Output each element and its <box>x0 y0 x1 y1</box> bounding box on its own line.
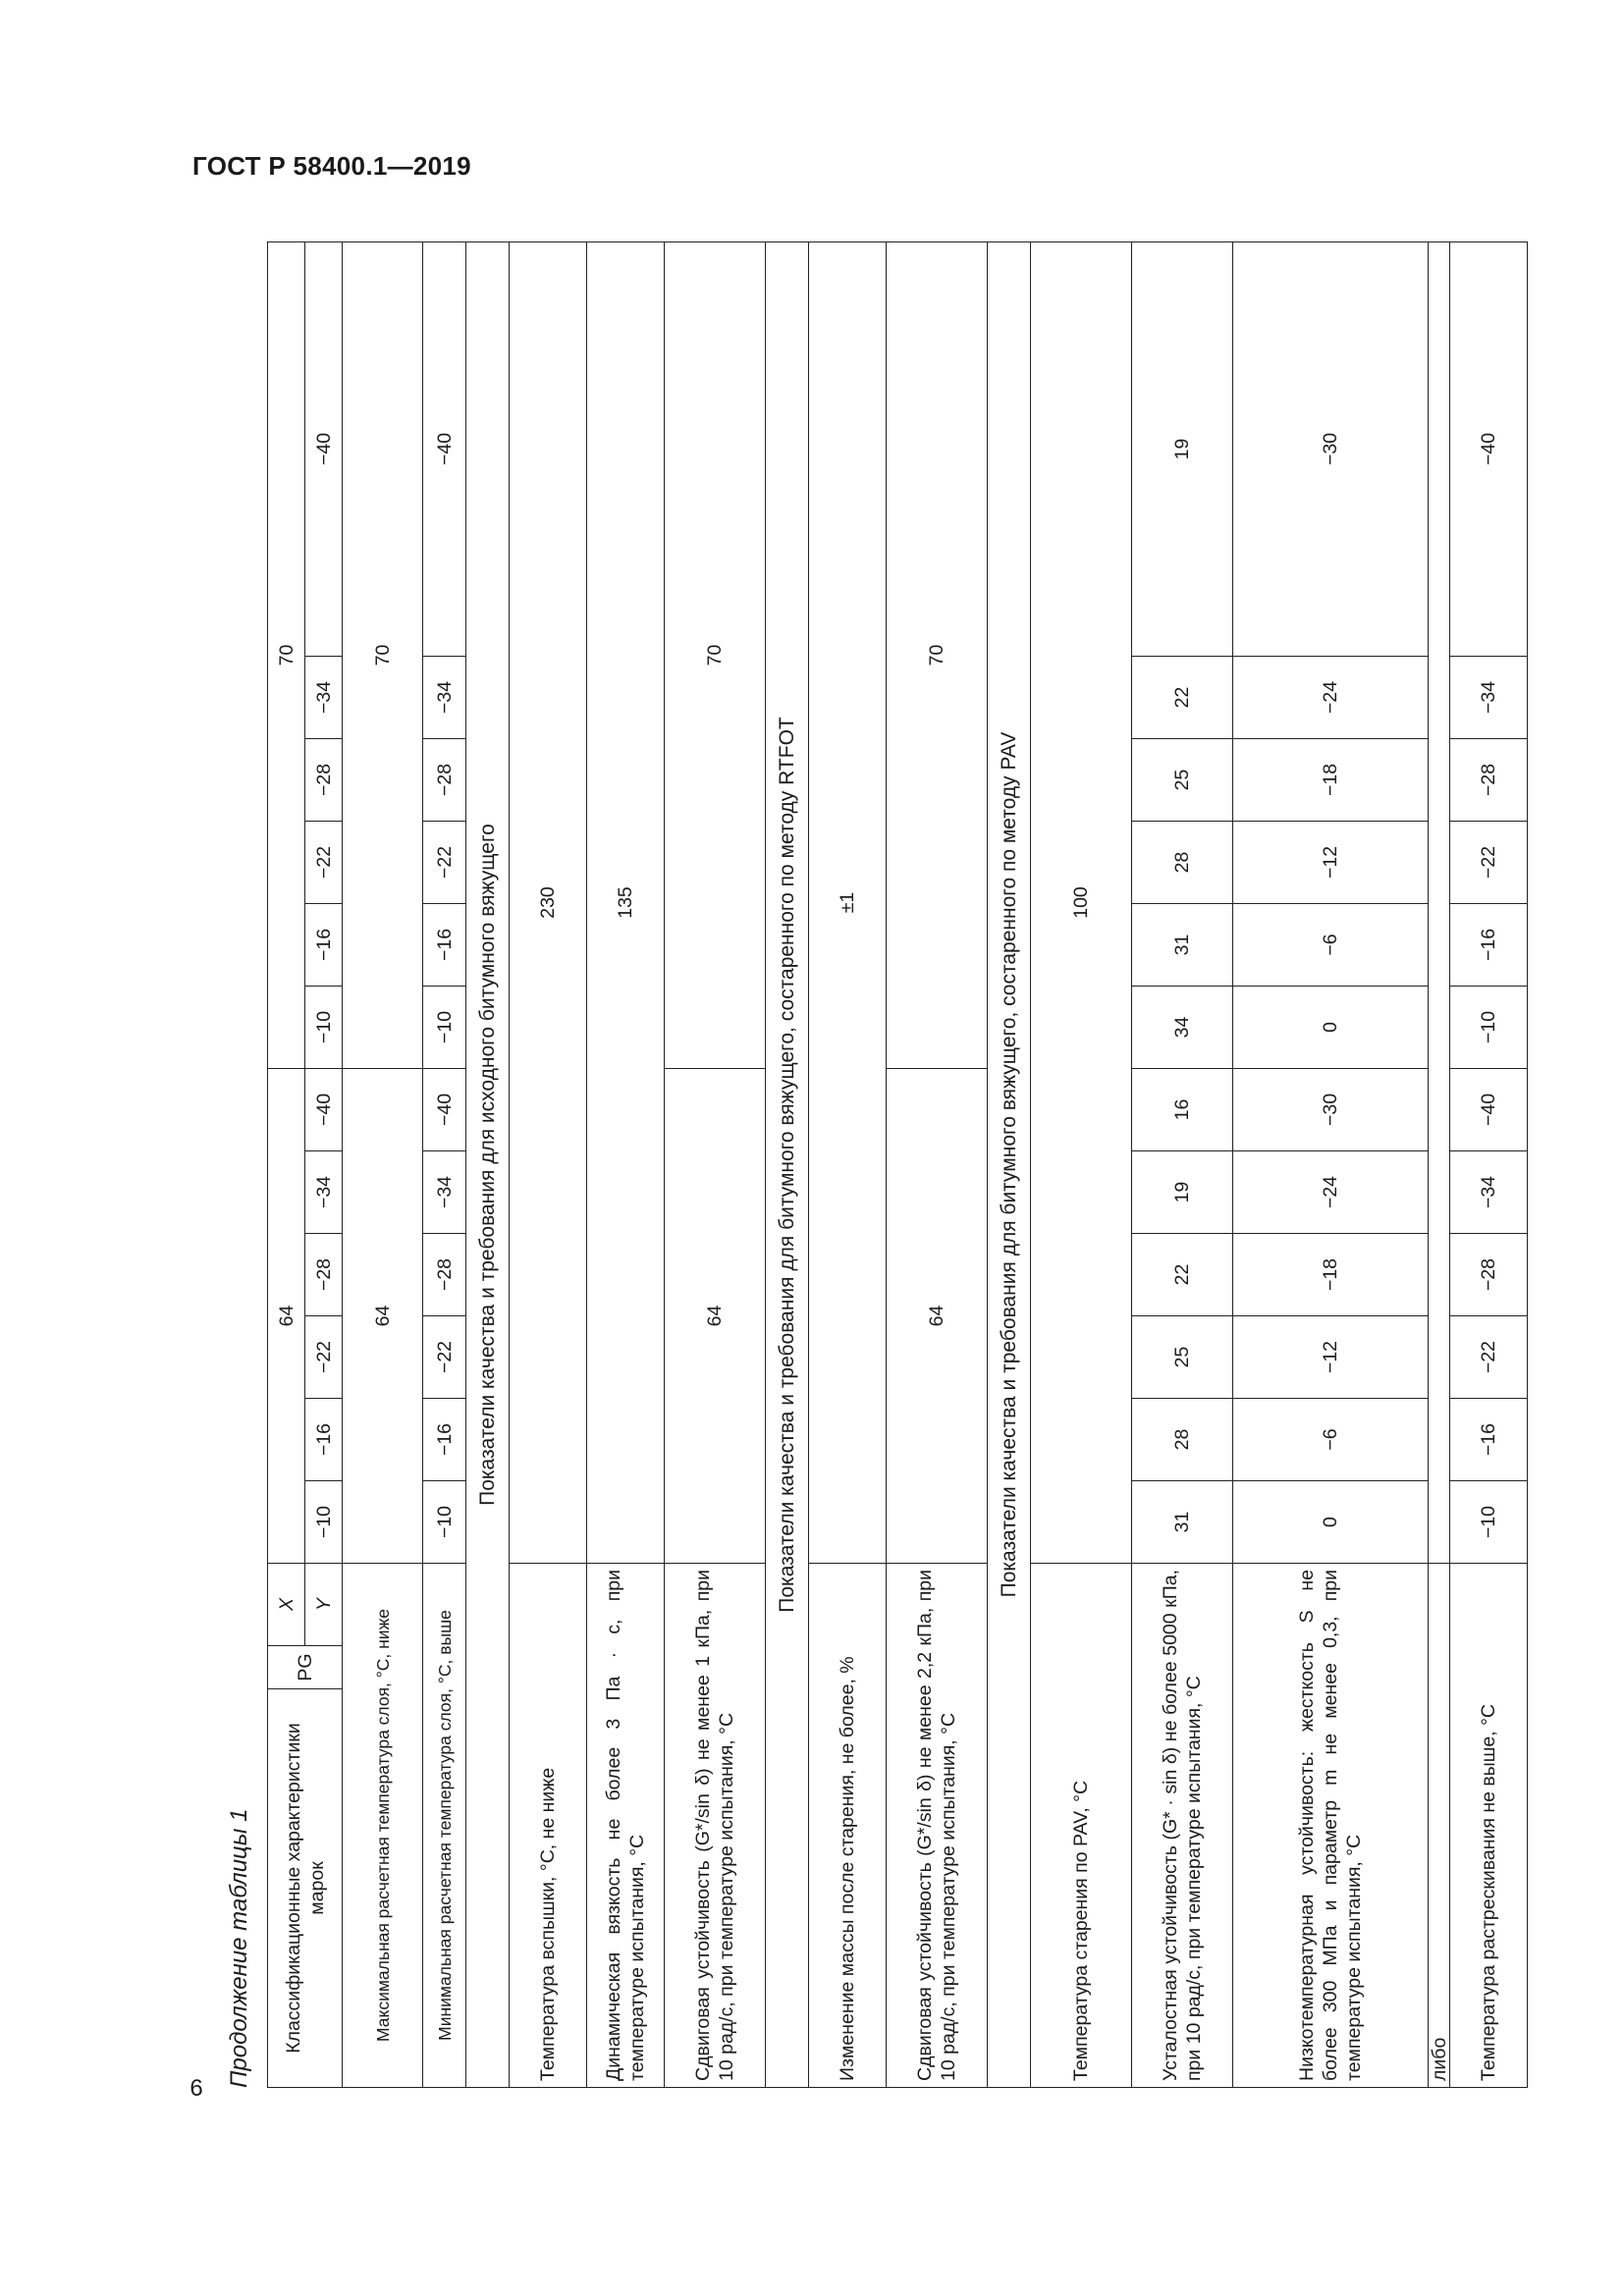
min-temp-value: −28 <box>423 1234 466 1316</box>
rotated-table-page <box>189 223 1499 2102</box>
min-temp-value: −40 <box>423 1068 466 1150</box>
section-original-binder: Показатели качества и требования для исходного битумного вяжущего <box>466 241 510 2087</box>
crack-temp-value: −40 <box>1450 241 1528 656</box>
min-temp-value: −10 <box>423 1481 466 1564</box>
low-temp-value: −6 <box>1233 903 1429 986</box>
low-temp-value: −24 <box>1233 1151 1429 1234</box>
y-value: −28 <box>305 1234 343 1316</box>
crack-temp-value: −10 <box>1450 1481 1528 1564</box>
table-row <box>1132 241 1233 2087</box>
min-temp-label: Минимальная расчетная температура слоя, °C, выше <box>423 1564 466 2088</box>
page-number: 6 <box>189 2075 203 2102</box>
table-row <box>423 241 466 2087</box>
shear-stability-label: Сдвиговая устойчивость (G*/sin δ) не менее 1 кПа, при 10 рад/с, при температуре испытания, °C <box>665 1564 766 2088</box>
min-temp-value: −22 <box>423 1316 466 1399</box>
shear-stability-64: 64 <box>665 1068 766 1563</box>
table-continuation-caption: Продолжение таблицы 1 <box>226 1808 252 2088</box>
fatigue-value: 25 <box>1132 738 1233 821</box>
table-row <box>988 241 1031 2087</box>
x-value-70: 70 <box>268 241 305 1068</box>
y-value: −40 <box>305 241 343 656</box>
table-row <box>766 241 809 2087</box>
mass-change-value: ±1 <box>809 241 887 1563</box>
crack-temp-value: −28 <box>1450 738 1528 821</box>
table-row <box>587 241 665 2087</box>
fatigue-value: 22 <box>1132 1234 1233 1316</box>
low-temp-label: Низкотемпературная устойчивость: жесткость S не более 300 МПа и параметр m не менее 0,3, при температуре испытания, °C <box>1233 1564 1429 2088</box>
fatigue-value: 31 <box>1132 903 1233 986</box>
table-row <box>268 241 305 2087</box>
low-temp-value: −30 <box>1233 1068 1429 1150</box>
section-rtfot: Показатели качества и требования для битумного вяжущего, состаренного по методу RTFOT <box>766 241 809 2087</box>
y-value: −34 <box>305 1151 343 1234</box>
mass-change-label: Изменение массы после старения, не более, % <box>809 1564 887 2088</box>
x-value-64: 64 <box>268 1068 305 1563</box>
table-row <box>1233 241 1429 2087</box>
table-row <box>665 241 766 2087</box>
min-temp-value: −40 <box>423 241 466 656</box>
shear-stability-rtfot-64: 64 <box>887 1068 988 1563</box>
table-row <box>809 241 887 2087</box>
fatigue-value: 22 <box>1132 656 1233 738</box>
table-row <box>343 241 423 2087</box>
table-row <box>887 241 988 2087</box>
min-temp-value: −16 <box>423 1399 466 1481</box>
crack-temp-value: −34 <box>1450 656 1528 738</box>
table-row <box>510 241 587 2087</box>
or-label: либо <box>1429 1564 1450 2088</box>
y-value: −10 <box>305 986 343 1068</box>
y-value: −34 <box>305 656 343 738</box>
pav-temp-label: Температура старения по PAV, °C <box>1031 1564 1132 2088</box>
y-value: −22 <box>305 1316 343 1399</box>
min-temp-value: −16 <box>423 903 466 986</box>
fatigue-value: 19 <box>1132 1151 1233 1234</box>
viscosity-label: Динамическая вязкость не более 3 Па · с, при температуре испытания, °C <box>587 1564 665 2088</box>
shear-stability-rtfot-70: 70 <box>887 241 988 1068</box>
low-temp-value: −18 <box>1233 1234 1429 1316</box>
table-row <box>1429 241 1450 2087</box>
bitumen-grade-table <box>267 241 1528 2088</box>
fatigue-value: 31 <box>1132 1481 1233 1564</box>
low-temp-value: −12 <box>1233 1316 1429 1399</box>
flash-point-label: Температура вспышки, °C, не ниже <box>510 1564 587 2088</box>
section-pav: Показатели качества и требования для битумного вяжущего, состаренного по методу PAV <box>988 241 1031 2087</box>
crack-temp-value: −22 <box>1450 821 1528 903</box>
viscosity-value: 135 <box>587 241 665 1563</box>
min-temp-value: −34 <box>423 1151 466 1234</box>
crack-temp-value: −28 <box>1450 1234 1528 1316</box>
max-temp-70: 70 <box>343 241 423 1068</box>
y-value: −40 <box>305 1068 343 1150</box>
crack-temp-value: −16 <box>1450 903 1528 986</box>
low-temp-value: −6 <box>1233 1399 1429 1481</box>
crack-temp-value: −34 <box>1450 1151 1528 1234</box>
low-temp-value: −24 <box>1233 656 1429 738</box>
pg-header: PG <box>268 1646 343 1689</box>
table-row <box>466 241 510 2087</box>
fatigue-value: 28 <box>1132 1399 1233 1481</box>
y-value: −16 <box>305 1399 343 1481</box>
max-temp-64: 64 <box>343 1068 423 1563</box>
crack-temp-value: −22 <box>1450 1316 1528 1399</box>
crack-temp-label: Температура растрескивания не выше, °C <box>1450 1564 1528 2088</box>
min-temp-value: −34 <box>423 656 466 738</box>
min-temp-value: −22 <box>423 821 466 903</box>
x-header: X <box>268 1564 305 1646</box>
spacer-cell <box>1429 241 1450 1563</box>
y-header: Y <box>305 1564 343 1646</box>
fatigue-value: 28 <box>1132 821 1233 903</box>
fatigue-value: 16 <box>1132 1068 1233 1150</box>
classification-header: Классификационные характеристики марок <box>268 1689 343 2088</box>
fatigue-value: 19 <box>1132 241 1233 656</box>
y-value: −28 <box>305 738 343 821</box>
max-temp-label: Максимальная расчетная температура слоя, °C, ниже <box>343 1564 423 2088</box>
low-temp-value: 0 <box>1233 986 1429 1068</box>
crack-temp-value: −40 <box>1450 1068 1528 1150</box>
flash-point-value: 230 <box>510 241 587 1563</box>
min-temp-value: −28 <box>423 738 466 821</box>
shear-stability-70: 70 <box>665 241 766 1068</box>
min-temp-value: −10 <box>423 986 466 1068</box>
table-row <box>1450 241 1528 2087</box>
y-value: −16 <box>305 903 343 986</box>
low-temp-value: −12 <box>1233 821 1429 903</box>
low-temp-value: −30 <box>1233 241 1429 656</box>
crack-temp-value: −10 <box>1450 986 1528 1068</box>
pav-temp-value: 100 <box>1031 241 1132 1563</box>
shear-stability-rtfot-label: Сдвиговая устойчивость (G*/sin δ) не менее 2,2 кПа, при 10 рад/с, при температуре испытания, °C <box>887 1564 988 2088</box>
low-temp-value: −18 <box>1233 738 1429 821</box>
document-code: ГОСТ Р 58400.1—2019 <box>192 151 471 181</box>
y-value: −10 <box>305 1481 343 1564</box>
crack-temp-value: −16 <box>1450 1399 1528 1481</box>
low-temp-value: 0 <box>1233 1481 1429 1564</box>
fatigue-label: Усталостная устойчивость (G* · sin δ) не более 5000 кПа, при 10 рад/с, при температуре испытания, °C <box>1132 1564 1233 2088</box>
fatigue-value: 34 <box>1132 986 1233 1068</box>
table-row <box>1031 241 1132 2087</box>
y-value: −22 <box>305 821 343 903</box>
fatigue-value: 25 <box>1132 1316 1233 1399</box>
